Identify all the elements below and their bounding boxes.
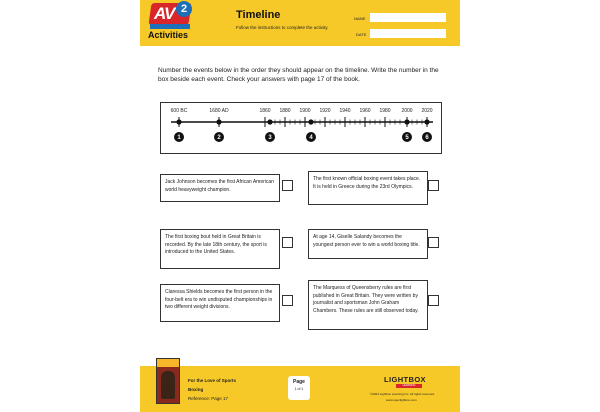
timeline-tick-label: 1900 — [299, 108, 311, 114]
timeline-tick-label: 2000 — [401, 108, 413, 114]
event-queensberry-rules: The Marquess of Queensberry rules are first published in Great Britain. They were written by journalist and sportsman John Graham Chambers. These rules are still observed today. — [308, 280, 428, 330]
event-giselle-salandy: At age 14, Giselle Salandy becomes the youngest person ever to win a world boxing title. — [308, 229, 428, 259]
lightbox-tag — [396, 384, 422, 388]
timeline-ticks — [171, 108, 433, 127]
timeline-event-dot — [308, 119, 313, 124]
header-bar — [140, 0, 460, 46]
name-label: NAME — [354, 16, 366, 21]
timeline-marker-number: 4 — [309, 135, 313, 141]
timeline-svg — [161, 103, 441, 153]
timeline-tick-label: 1960 — [359, 108, 371, 114]
event-claressa-shields: Claressa Shields becomes the first person in the four-belt era to win undisputed championships in two different weight divisions. — [160, 284, 280, 322]
page-badge — [288, 376, 310, 400]
lightbox-logo: LIGHTBOX — [384, 375, 426, 384]
timeline-marker-number: 1 — [177, 135, 181, 141]
footer-reference: Reference: Page 17 — [188, 396, 229, 401]
timeline-tick-label: 1920 — [319, 108, 331, 114]
event-first-boxing-event: The first known official boxing event takes place. It is held in Greece during the 23rd Olympics. — [308, 171, 428, 205]
website-text: www.openlightbox.com — [386, 398, 417, 402]
timeline-tick-label: 1980 — [379, 108, 391, 114]
event-jack-johnson: Jack Johnson becomes the first African American world heavyweight champion. — [160, 174, 280, 202]
book-cover-image — [156, 358, 180, 404]
timeline-tick-label: 600 BC — [170, 108, 188, 114]
timeline-event-dot — [267, 119, 272, 124]
instructions: Number the events below in the order they should appear on the timeline. Write the number in the box beside each event. Check your answers with page 17 of the book. — [158, 67, 439, 83]
logo-stripe — [150, 24, 190, 29]
answer-box-4[interactable] — [428, 237, 439, 248]
date-field[interactable] — [370, 29, 446, 38]
copyright-text: ©2023 Lightbox Learning Inc. All rights reserved. — [370, 392, 435, 396]
timeline-tick-label: 1860 — [259, 108, 271, 114]
event-great-britain-bout: The first boxing bout held in Great Britain is recorded. By the late 18th century, the sport is introduced to the United States. — [160, 229, 280, 269]
timeline-event-dot — [176, 119, 181, 124]
date-label: DATE — [356, 32, 367, 37]
timeline-marker-number: 5 — [405, 135, 409, 141]
answer-box-3[interactable] — [282, 237, 293, 248]
timeline-event-dot — [216, 119, 221, 124]
timeline-marker-number: 6 — [425, 135, 429, 141]
footer-series: For the Love of Sports — [188, 378, 237, 383]
timeline-markers — [174, 132, 432, 142]
answer-box-5[interactable] — [282, 295, 293, 306]
page-title: Timeline — [236, 9, 281, 21]
timeline-box — [160, 102, 442, 154]
timeline-marker-number: 3 — [268, 135, 272, 141]
logo-category: Activities — [148, 30, 189, 40]
timeline-marker-number: 2 — [217, 135, 221, 141]
logo-text: AV — [154, 4, 175, 23]
page-subtitle: Follow the instructions to complete the activity. — [236, 25, 329, 30]
timeline-tick-label: 1680 AD — [209, 108, 229, 114]
boxer-figure — [161, 371, 175, 399]
timeline-tick-label: 1880 — [279, 108, 291, 114]
lightbox-tag-text: LEARNING — [402, 384, 416, 387]
logo-number: 2 — [176, 1, 192, 17]
answer-box-2[interactable] — [428, 180, 439, 191]
timeline-event-dot — [424, 119, 429, 124]
book-cover-banner — [157, 359, 179, 367]
answer-box-1[interactable] — [282, 180, 293, 191]
page-count: 1 of 1 — [294, 387, 304, 391]
page-label: Page — [293, 379, 305, 385]
timeline-tick-label: 1940 — [339, 108, 351, 114]
av2-logo — [146, 3, 198, 43]
worksheet-page — [140, 0, 460, 412]
timeline-tick-label: 2020 — [421, 108, 433, 114]
name-field[interactable] — [370, 13, 446, 22]
answer-box-6[interactable] — [428, 295, 439, 306]
footer-book-title: Boxing — [188, 387, 204, 392]
timeline-event-dot — [404, 119, 409, 124]
